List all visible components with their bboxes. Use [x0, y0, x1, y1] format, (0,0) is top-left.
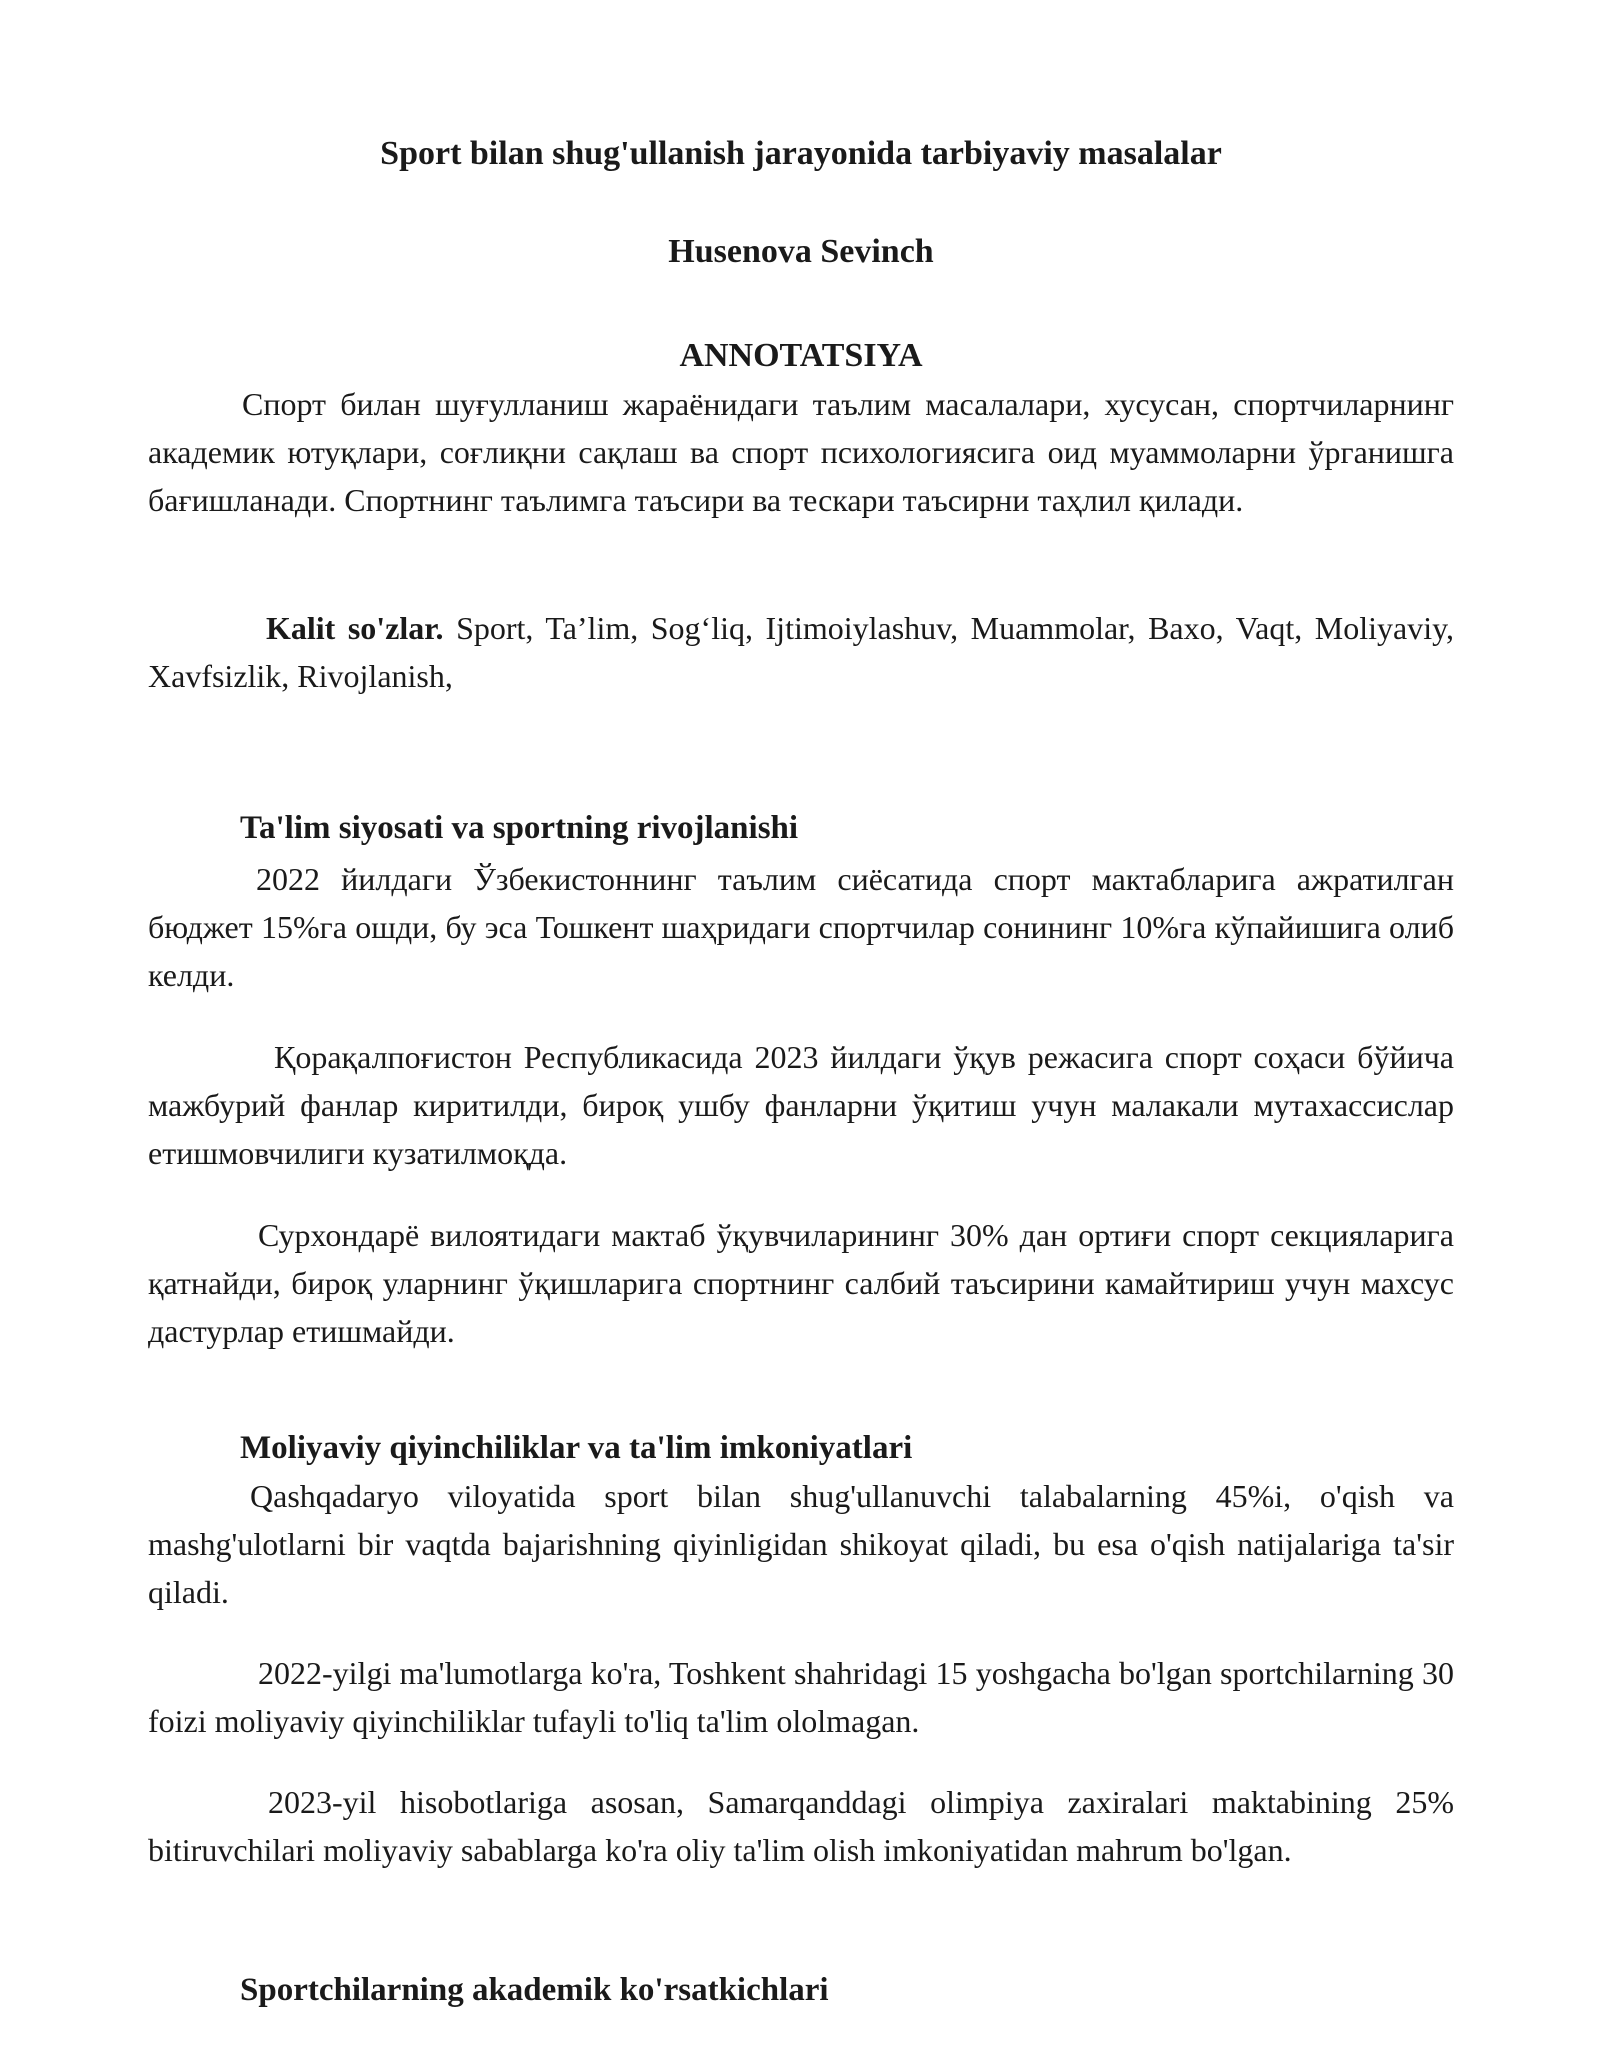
keywords-label: Kalit so'zlar.: [266, 610, 444, 646]
abstract-text: Спорт билан шуғулланиш жараёнидаги таълим масалалари, хусусан, спортчиларнинг академик ютуқлари, соғлиқни сақлаш ва спорт психологиясига оид муаммоларни ўрганишга бағишланади. Спортнинг таълимга таъсири ва тескари таъсирни таҳлил қилади.: [148, 386, 1454, 518]
paragraph: 2023-yil hisobotlariga asosan, Samarqanddagi olimpiya zaxiralari maktabining 25% bitiruvchilari moliyaviy sabablarga ko'ra oliy ta'lim olish imkoniyatidan mahrum bo'lgan.: [148, 1784, 1454, 1868]
paragraph: Сурхондарё вилоятидаги мактаб ўқувчиларининг 30% дан ортиғи спорт секцияларига қатнайди, бироқ уларнинг ўқишларига спортнинг салбий таъсирини камайтириш учун махсус дастурлар етишмайди.: [148, 1217, 1454, 1349]
keywords-list: Sport, Ta’lim, Sog‘liq, Ijtimoiylashuv, Muammolar, Baxo, Vaqt, Moliyaviy, Xavfsizlik, Rivojlanish,: [148, 610, 1455, 694]
paragraph: Қорақалпоғистон Республикасида 2023 йилдаги ўқув режасига спорт соҳаси бўйича мажбурий фанлар киритилди, бироқ ушбу фанларни ўқитиш учун малакали мутахассислар етишмовчилиги кузатилмоқда.: [148, 1039, 1454, 1171]
author-name: Husenova Sevinch: [668, 233, 934, 270]
paragraph: Qashqadaryo viloyatida sport bilan shug'ullanuvchi talabalarning 45%i, o'qish va mashg'ulotlarni bir vaqtda bajarishning qiyinligidan shikoyat qiladi, bu esa o'qish natijalariga ta'sir qiladi.: [148, 1478, 1454, 1610]
paragraph: 2022 йилдаги Ўзбекистоннинг таълим сиёсатида спорт мактабларига ажратилган бюджет 15%га ошди, бу эса Тошкент шаҳридаги спортчилар сонининг 10%га кўпайишига олиб келди.: [148, 861, 1454, 993]
document-title: Sport bilan shug'ullanish jarayonida tarbiyaviy masalalar: [380, 135, 1222, 172]
paragraph: 2022-yilgi ma'lumotlarga ko'ra, Toshkent shahridagi 15 yoshgacha bo'lgan sportchilarning 30 foizi moliyaviy qiyinchiliklar tufayli to'liq ta'lim ololmagan.: [148, 1655, 1454, 1739]
section-heading: Moliyaviy qiyinchiliklar va ta'lim imkoniyatlari: [240, 1430, 913, 1466]
section-heading: Sportchilarning akademik ko'rsatkichlari: [240, 1972, 829, 2008]
section-heading: Ta'lim siyosati va sportning rivojlanishi: [240, 810, 799, 846]
abstract-heading: ANNOTATSIYA: [679, 337, 923, 374]
keywords-paragraph: [148, 604, 1454, 700]
